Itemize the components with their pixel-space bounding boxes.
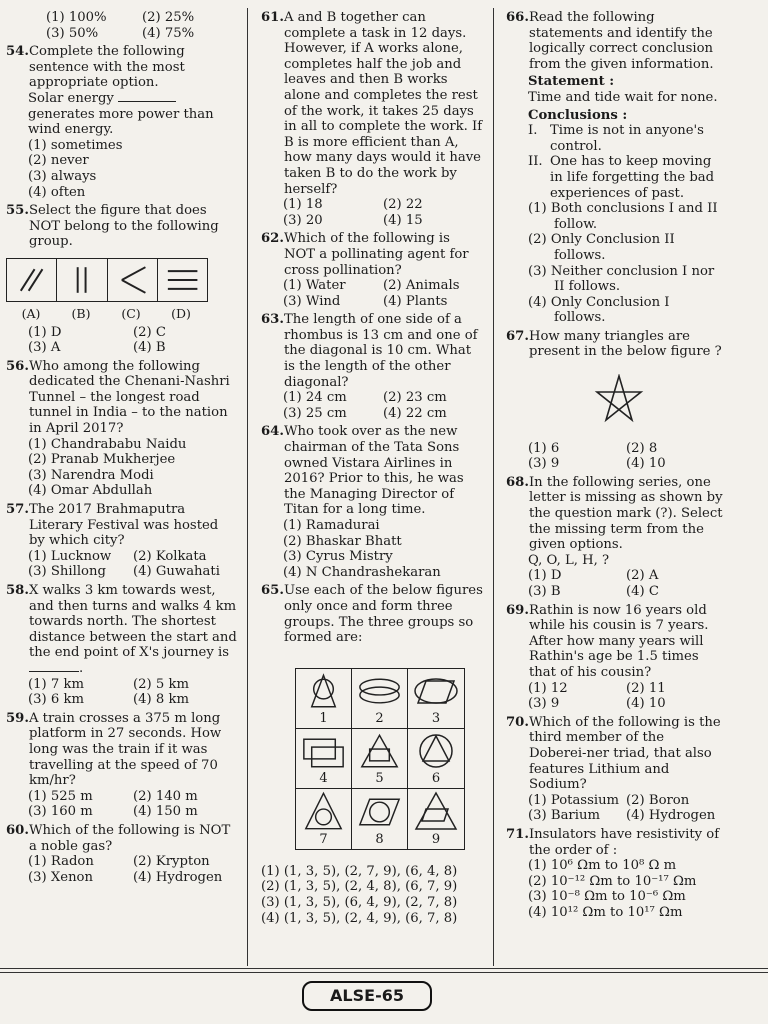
option[interactable]: (1) 6 bbox=[528, 440, 560, 456]
figure-label: 8 bbox=[375, 832, 384, 848]
question-67 bbox=[506, 329, 724, 472]
option[interactable]: (4) 10 bbox=[626, 696, 666, 712]
option[interactable]: (3) 10⁻⁸ Ωm to 10⁻⁶ Ωm bbox=[528, 889, 686, 905]
option[interactable]: (1) Radon bbox=[28, 854, 94, 870]
option[interactable]: (4) C bbox=[626, 584, 659, 599]
question-number: 57. bbox=[6, 502, 29, 518]
question-60 bbox=[6, 823, 238, 885]
option[interactable]: (4) 8 km bbox=[133, 692, 189, 708]
question-58: 58. X walks 3 km towards west, and then turns and walks 4 km towards north. The shortest distance between the start and the end point of X's journey is . (1) 7 km (2) 5 km (3) 6 km (4) 8 km bbox=[6, 583, 237, 708]
column-divider bbox=[247, 8, 248, 966]
question-number: 54. bbox=[6, 44, 29, 60]
option[interactable]: (3) Narendra Modi bbox=[28, 467, 154, 483]
question-number: 71. bbox=[506, 826, 529, 842]
column-divider bbox=[493, 8, 494, 966]
question-text: In the following series, one letter is missing as shown by the question mark (?). Select the missing term from the given options. bbox=[528, 474, 723, 553]
option[interactable]: (2) Krypton bbox=[133, 854, 210, 870]
figure-label: 9 bbox=[431, 832, 441, 848]
sentence-end: generates more power than wind energy. bbox=[28, 106, 214, 138]
question-text: Read the following statements and identify the logically correct conclusion from the given information. bbox=[528, 10, 714, 72]
question-text: Which of the following is the third member of the Doberei-ner triad, that also features Lithium and Sodium? bbox=[528, 714, 721, 793]
option[interactable]: (1) 7 km bbox=[28, 676, 84, 692]
question-text: A and B together can complete a task in 12 days. However, if A works alone, completes half the job and leaves and then B works alone and completes the rest of the work, it takes 25 days in all to complete the work. If B is more efficient than A, how many days would it have taken B to do the work by herself? bbox=[283, 10, 483, 197]
option[interactable]: (1) 12 bbox=[528, 680, 568, 696]
figure-d bbox=[158, 259, 207, 301]
option[interactable]: (3) Shillong bbox=[28, 564, 106, 580]
option[interactable]: (4) Plants bbox=[383, 293, 448, 309]
question-55 bbox=[6, 203, 238, 356]
option[interactable]: (1) Lucknow bbox=[28, 548, 112, 564]
question-number: 65. bbox=[261, 583, 284, 599]
question-number: 68. bbox=[506, 474, 529, 490]
question-text: Select the figure that does NOT belong to the following group. bbox=[28, 203, 219, 250]
conclusion bbox=[506, 154, 724, 201]
option[interactable]: (1) 18 bbox=[283, 197, 323, 213]
question-number: 66. bbox=[506, 10, 529, 25]
question-64 bbox=[261, 424, 483, 580]
option[interactable]: (4) 22 cm bbox=[383, 405, 447, 421]
option[interactable]: (1) Chandrababu Naidu bbox=[28, 436, 187, 452]
blank-line bbox=[29, 661, 79, 672]
figure-label: (C) bbox=[121, 305, 141, 321]
option[interactable]: (2) 8 bbox=[626, 440, 658, 456]
option[interactable]: (2) C bbox=[133, 324, 166, 340]
conclusion-text: One has to keep moving in life forgetting the bad experiences of past. bbox=[550, 154, 715, 201]
question-number: 67. bbox=[506, 328, 529, 344]
option[interactable]: (1) (1, 3, 5), (2, 7, 9), (6, 4, 8) bbox=[261, 863, 458, 879]
question-number: 70. bbox=[506, 714, 529, 730]
figure-a bbox=[7, 259, 57, 301]
question-text: Rathin is now 16 years old while his cousin is 7 years. After how many years will Rathin's age be 1.5 times that of his cousin? bbox=[528, 602, 709, 680]
option[interactable]: (4) Only Conclusion I follows. bbox=[528, 294, 670, 326]
figure-label: 5 bbox=[375, 771, 384, 787]
sentence bbox=[6, 91, 238, 138]
conclusions-heading: Conclusions : bbox=[528, 107, 628, 123]
figure-cell-1 bbox=[296, 669, 352, 729]
figure-label: 7 bbox=[319, 832, 328, 848]
figure-cell-3 bbox=[408, 669, 464, 729]
option[interactable]: (2) 5 km bbox=[133, 676, 189, 692]
figure-cell-5 bbox=[352, 729, 408, 789]
question-70 bbox=[506, 715, 724, 824]
question-65 bbox=[261, 583, 483, 926]
option[interactable]: (3) 50% bbox=[46, 25, 99, 41]
question-text: Use each of the below figures only once and form three groups. The three groups so formed are: bbox=[283, 583, 483, 646]
option[interactable]: (3) 20 bbox=[283, 212, 323, 228]
option[interactable]: (2) never bbox=[28, 153, 89, 169]
question-text: Who among the following dedicated the Chenani-Nashri Tunnel – the longest road tunnel in India – to the nation in April 2017? bbox=[28, 358, 230, 437]
question-text: The 2017 Brahmaputra Literary Festival was hosted by which city? bbox=[28, 502, 219, 549]
question-text: X walks 3 km towards west, and then turns and walks 4 km towards north. The shortest distance between the start and the end point of X's journey is bbox=[28, 583, 237, 661]
question-number: 69. bbox=[506, 602, 529, 618]
figure-label: (D) bbox=[171, 305, 191, 321]
star-figure bbox=[594, 374, 644, 424]
figure-label: (B) bbox=[71, 305, 91, 321]
option[interactable]: (1) Ramadurai bbox=[283, 518, 380, 533]
option[interactable]: (2) 11 bbox=[626, 680, 666, 696]
option[interactable]: (4) often bbox=[28, 184, 86, 200]
bottom-rule bbox=[0, 972, 768, 973]
option[interactable]: (4) Hydrogen bbox=[133, 869, 223, 885]
option[interactable]: (2) Pranab Mukherjee bbox=[28, 452, 176, 468]
option[interactable]: (2) 22 bbox=[383, 197, 423, 213]
option[interactable]: (3) always bbox=[28, 168, 97, 184]
option[interactable]: (1) 100% bbox=[46, 10, 107, 25]
option[interactable]: (1) Water bbox=[283, 278, 346, 294]
option[interactable]: (2) 23 cm bbox=[383, 390, 447, 406]
column-2 bbox=[261, 10, 483, 929]
option[interactable]: (4) 10¹² Ωm to 10¹⁷ Ωm bbox=[528, 904, 683, 920]
question-text: A train crosses a 375 m long platform in 27 seconds. How long was the train if it was travelling at the speed of 70 km/hr? bbox=[28, 710, 222, 789]
question-text: The length of one side of a rhombus is 13 cm and one of the diagonal is 10 cm. What is the length of the other diagonal? bbox=[283, 312, 478, 390]
option[interactable]: (4) Omar Abdullah bbox=[28, 483, 153, 499]
blank-line bbox=[118, 91, 176, 102]
option[interactable]: (3) 6 km bbox=[28, 692, 84, 708]
question-number: 55. bbox=[6, 203, 29, 219]
question-66 bbox=[506, 10, 724, 326]
option[interactable]: (3) B bbox=[528, 584, 561, 599]
option[interactable]: (4) 150 m bbox=[133, 804, 198, 820]
question-number: 62. bbox=[261, 231, 284, 247]
option[interactable]: (4) 10 bbox=[626, 456, 666, 472]
option[interactable]: (3) Neither conclusion I nor II follows. bbox=[528, 263, 715, 295]
column-3 bbox=[506, 10, 724, 923]
option[interactable]: (1) 10⁶ Ωm to 10⁸ Ω m bbox=[528, 858, 677, 874]
question-63 bbox=[261, 312, 483, 421]
page-code: ALSE-65 bbox=[302, 981, 432, 1011]
option[interactable]: (3) (1, 3, 5), (6, 4, 9), (2, 7, 8) bbox=[261, 894, 458, 910]
question-number: 64. bbox=[261, 424, 284, 440]
option[interactable]: (1) D bbox=[28, 324, 62, 340]
option[interactable]: (1) 525 m bbox=[28, 788, 93, 804]
sentence-start: Solar energy bbox=[28, 90, 114, 106]
option[interactable]: (4) Guwahati bbox=[133, 564, 220, 580]
option[interactable]: (1) sometimes bbox=[28, 137, 123, 153]
question-number: 56. bbox=[6, 358, 29, 374]
option[interactable]: (3) 25 cm bbox=[283, 405, 347, 421]
bottom-rule bbox=[0, 968, 768, 969]
question-text: Which of the following is NOT a pollinating agent for cross pollination? bbox=[283, 231, 469, 278]
question-57 bbox=[6, 502, 238, 580]
option[interactable]: (4) N Chandrashekaran bbox=[283, 564, 441, 580]
figure-cell-6 bbox=[408, 729, 464, 789]
question-text: Who took over as the new chairman of the Tata Sons owned Vistara Airlines in 2016? Prior to this, he was the Managing Director of Titan for a long time. bbox=[283, 424, 464, 518]
option[interactable]: (4) 75% bbox=[142, 25, 195, 41]
question-54 bbox=[6, 44, 238, 200]
question-number: 58. bbox=[6, 583, 29, 598]
option[interactable]: (1) Both conclusions I and II follow. bbox=[528, 201, 718, 232]
question-59 bbox=[6, 711, 238, 820]
option[interactable]: (3) A bbox=[28, 340, 61, 356]
option[interactable]: (2) Kolkata bbox=[133, 548, 207, 564]
letter-series: Q, O, L, H, ? bbox=[528, 552, 610, 568]
option[interactable]: (2) 25% bbox=[142, 10, 195, 25]
conclusion bbox=[506, 123, 724, 154]
question-text: Which of the following is NOT a noble gas? bbox=[28, 822, 231, 854]
figure-label: 4 bbox=[319, 771, 328, 787]
question-number: 60. bbox=[6, 822, 29, 838]
option[interactable]: (3) Xenon bbox=[28, 869, 93, 885]
option[interactable]: (3) 160 m bbox=[28, 804, 93, 820]
question-62 bbox=[261, 231, 483, 309]
question-71 bbox=[506, 827, 724, 921]
column-1 bbox=[6, 10, 238, 888]
figure-label: 3 bbox=[431, 711, 441, 727]
question-61 bbox=[261, 10, 483, 228]
top-options bbox=[6, 10, 238, 41]
question-number: 61. bbox=[261, 10, 284, 25]
question-number: 59. bbox=[6, 710, 29, 726]
figure-cell-2 bbox=[352, 669, 408, 729]
conclusion-text: Time is not in anyone's control. bbox=[550, 123, 704, 154]
option[interactable]: (4) (1, 3, 5), (2, 4, 9), (6, 7, 8) bbox=[261, 910, 458, 926]
figure-cell-9 bbox=[408, 789, 464, 849]
option[interactable]: (3) 9 bbox=[528, 456, 560, 472]
figure-label: 6 bbox=[431, 771, 441, 787]
figure-label: 2 bbox=[375, 711, 384, 727]
option[interactable]: (4) 15 bbox=[383, 212, 423, 228]
question-text: How many triangles are present in the below figure ? bbox=[528, 328, 722, 360]
question-text: Insulators have resistivity of the order of : bbox=[528, 826, 720, 858]
option[interactable]: (2) (1, 3, 5), (2, 4, 8), (6, 7, 9) bbox=[261, 879, 458, 895]
option[interactable]: (4) Hydrogen bbox=[626, 808, 716, 824]
option[interactable]: (2) Boron bbox=[626, 792, 690, 808]
option[interactable]: (1) Potassium bbox=[528, 792, 620, 808]
option[interactable]: (2) 10⁻¹² Ωm to 10⁻¹⁷ Ωm bbox=[528, 873, 697, 889]
question-68 bbox=[506, 475, 724, 600]
figure-label: (A) bbox=[21, 305, 41, 321]
question-text: Complete the following sentence with the most appropriate option. bbox=[28, 44, 185, 91]
option[interactable]: (1) 24 cm bbox=[283, 390, 347, 406]
figure-grid bbox=[295, 668, 465, 850]
option[interactable]: (2) Only Conclusion II follows. bbox=[528, 232, 675, 263]
option[interactable]: (2) Bhaskar Bhatt bbox=[283, 533, 402, 549]
option[interactable]: (4) B bbox=[133, 340, 166, 356]
question-69 bbox=[506, 603, 724, 712]
option[interactable]: (2) A bbox=[626, 568, 659, 584]
option[interactable]: (2) 140 m bbox=[133, 788, 198, 804]
conclusion-number: II. bbox=[528, 154, 543, 170]
question-number: 63. bbox=[261, 312, 284, 328]
figure-b bbox=[57, 259, 107, 301]
option[interactable]: (3) Cyrus Mistry bbox=[283, 549, 393, 565]
option[interactable]: (2) Animals bbox=[383, 278, 460, 294]
figure-cell-8 bbox=[352, 789, 408, 849]
question-56 bbox=[6, 359, 238, 499]
statement-text: Time and tide wait for none. bbox=[528, 89, 718, 105]
conclusion-number: I. bbox=[528, 123, 538, 139]
figure-cell-7 bbox=[296, 789, 352, 849]
figure-label: 1 bbox=[319, 711, 328, 727]
option[interactable]: (3) Barium bbox=[528, 808, 600, 824]
figure-c bbox=[108, 259, 158, 301]
option[interactable]: (3) 9 bbox=[528, 696, 560, 712]
figure-cell-4 bbox=[296, 729, 352, 789]
statement-heading: Statement : bbox=[528, 74, 615, 90]
option[interactable]: (3) Wind bbox=[283, 293, 341, 309]
option[interactable]: (1) D bbox=[528, 568, 562, 584]
figure-strip bbox=[6, 258, 208, 302]
